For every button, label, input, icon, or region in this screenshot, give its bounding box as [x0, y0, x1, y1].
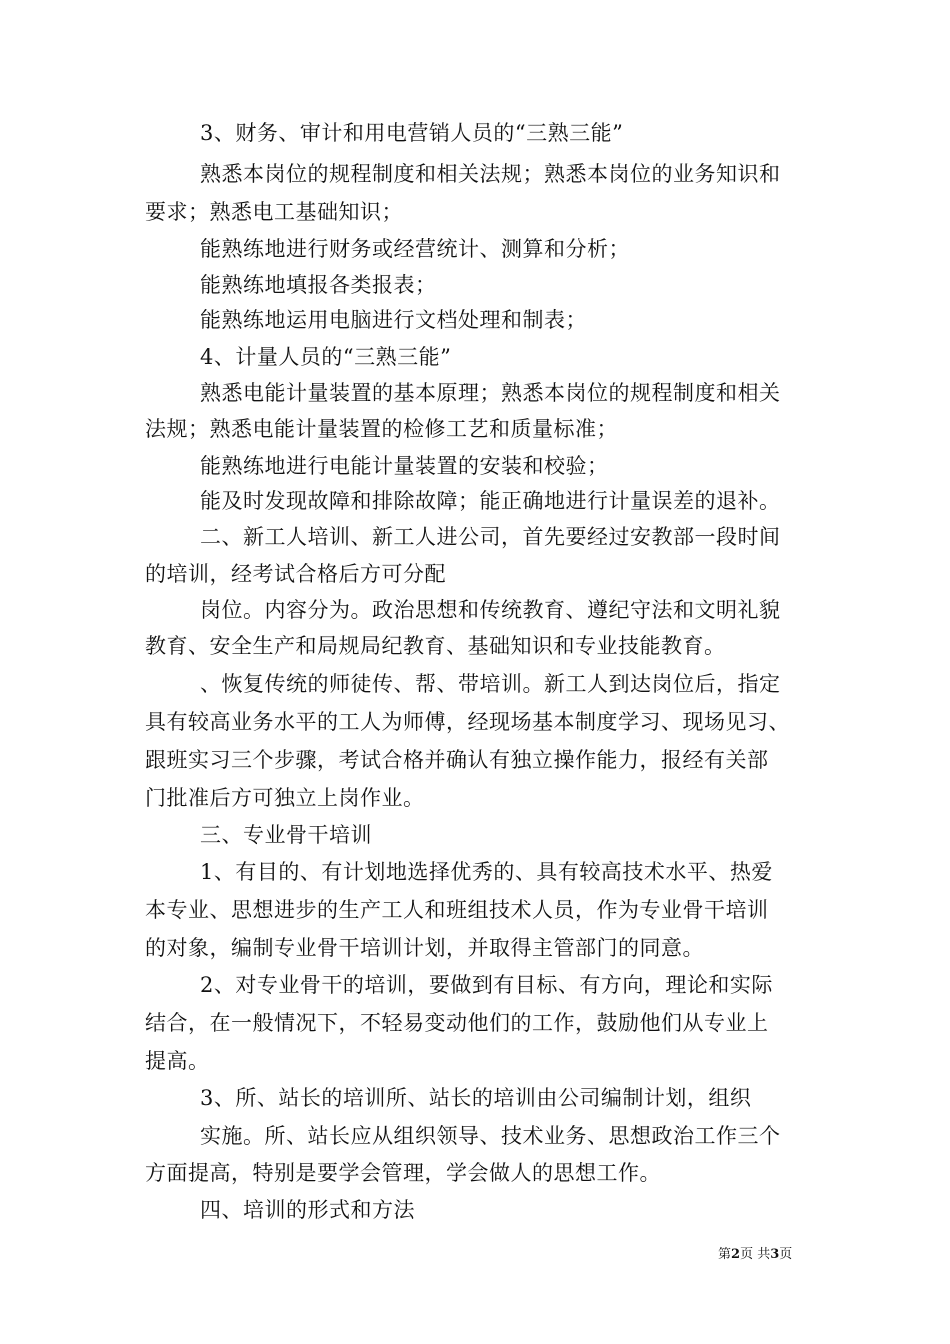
text-line: 能熟练地进行财务或经营统计、测算和分析；	[200, 237, 630, 261]
text-line: 3、财务、审计和用电营销人员的“三熟三能”	[200, 121, 624, 145]
text-line: 要求；熟悉电工基础知识；	[145, 200, 403, 224]
text-line: 跟班实习三个步骤，考试合格并确认有独立操作能力，报经有关部	[145, 748, 769, 772]
text-line: 熟悉电能计量装置的基本原理；熟悉本岗位的规程制度和相关	[200, 381, 781, 405]
text-line: 教育、安全生产和局规局纪教育、基础知识和专业技能教育。	[145, 634, 726, 658]
text-line: 熟悉本岗位的规程制度和相关法规；熟悉本岗位的业务知识和	[200, 162, 781, 186]
section-heading: 四、培训的形式和方法	[200, 1198, 415, 1222]
text-line: 4、计量人员的“三熟三能”	[200, 345, 452, 369]
text-line: 3、所、站长的培训所、站长的培训由公司编制计划，组织	[200, 1086, 752, 1110]
current-page-number: 2	[731, 1247, 741, 1262]
total-pages-number: 3	[770, 1247, 780, 1262]
text-line: 岗位。内容分为。政治思想和传统教育、遵纪守法和文明礼貌	[200, 598, 781, 622]
text-line: 的对象，编制专业骨干培训计划，并取得主管部门的同意。	[145, 936, 704, 960]
text-line: 具有较高业务水平的工人为师傅，经现场基本制度学习、现场见习、	[145, 710, 790, 734]
text-line: 门批准后方可独立上岗作业。	[145, 786, 425, 810]
footer-middle: 页 共	[740, 1247, 771, 1262]
text-line: 方面提高，特别是要学会管理，学会做人的思想工作。	[145, 1161, 661, 1185]
footer-suffix: 页	[779, 1247, 793, 1262]
text-line: 能熟练地进行电能计量装置的安装和校验；	[200, 454, 609, 478]
text-line: 2、对专业骨干的培训，要做到有目标、有方向，理论和实际	[200, 973, 773, 997]
text-line: 结合，在一般情况下，不轻易变动他们的工作，鼓励他们从专业上	[145, 1011, 769, 1035]
text-line: 的培训，经考试合格后方可分配	[145, 562, 446, 586]
text-line: 能熟练地填报各类报表；	[200, 273, 437, 297]
section-heading: 三、专业骨干培训	[200, 823, 372, 847]
text-line: 1、有目的、有计划地选择优秀的、具有较高技术水平、热爱	[200, 860, 773, 884]
text-line: 能熟练地运用电脑进行文档处理和制表；	[200, 308, 587, 332]
page-footer	[718, 1246, 792, 1264]
text-line: 二、新工人培训、新工人进公司，首先要经过安教部一段时间	[200, 525, 781, 549]
text-line: 能及时发现故障和排除故障；能正确地进行计量误差的退补。	[200, 489, 781, 513]
footer-prefix: 第	[718, 1247, 732, 1262]
text-line: 实施。所、站长应从组织领导、技术业务、思想政治工作三个	[200, 1124, 781, 1148]
text-line: 、恢复传统的师徒传、帮、带培训。新工人到达岗位后，指定	[200, 672, 781, 696]
text-line: 提高。	[145, 1049, 210, 1073]
text-line: 本专业、思想进步的生产工人和班组技术人员，作为专业骨干培训	[145, 898, 769, 922]
text-line: 法规；熟悉电能计量装置的检修工艺和质量标准；	[145, 417, 618, 441]
